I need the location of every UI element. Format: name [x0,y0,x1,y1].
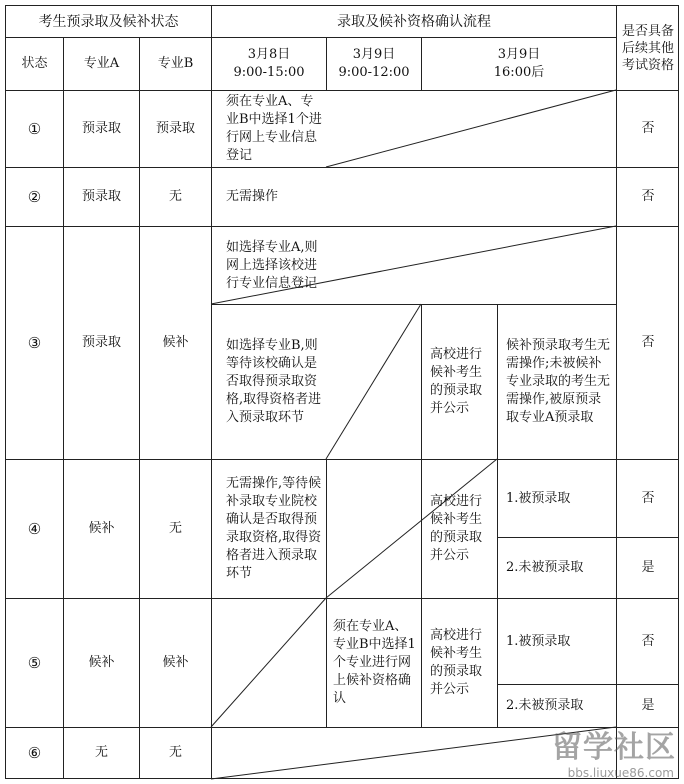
row3-state: ③ [27,334,42,352]
row5-outcome1: 1.被预录取 [506,633,571,649]
watermark-brand: 留学社区 [552,730,676,765]
row1-state: ① [27,120,42,138]
row4-state: ④ [27,520,42,538]
header-date-3: 3月9日 16:00后 [493,47,545,80]
row4-result1: 否 [641,490,655,506]
watermark-logo [520,718,680,782]
row2-major-a: 预录取 [81,189,121,204]
row4-outcome1: 1.被预录取 [506,490,571,506]
row4-major-b: 无 [168,521,182,536]
row5-step2: 高校进行候补考生的预录取并公示 [430,628,483,697]
header-group-status: 考生预录取及候补状态 [38,13,179,30]
row4-step1: 无需操作,等待候补录取专业院校确认是否取得预录取资格,取得资格者进入预录取环节 [226,476,322,581]
row3-major-b: 候补 [162,335,189,350]
row6-major-b: 无 [168,745,182,760]
row5-outcome2: 2.未被预录取 [506,698,584,713]
row5-step-mid: 须在专业A、专业B中选择1个专业进行网上候补资格确认 [333,619,416,706]
row2-step1: 无需操作 [226,189,279,204]
row3-step2: 高校进行候补考生的预录取并公示 [430,347,483,416]
row4-outcome2: 2.未被预录取 [506,560,584,575]
row3-result: 否 [641,335,655,350]
row6-major-a: 无 [94,745,108,760]
row1-major-a: 预录取 [81,121,121,136]
header-exam-eligibility: 是否具备后续其他考试资格 [621,23,674,73]
row3-step1-option-a: 如选择专业A,则网上选择该校进行专业信息登记 [226,239,318,291]
row1-major-b: 预录取 [155,121,195,136]
row3-step1-option-b: 如选择专业B,则等待该校确认是否取得预录取资格,取得资格者进入预录取环节 [226,338,322,425]
row5-major-a: 候补 [88,655,115,670]
row2-major-b: 无 [168,189,182,204]
header-state: 状态 [21,56,48,71]
header-group-process: 录取及候补资格确认流程 [337,13,491,30]
row5-result1: 否 [641,633,655,649]
row4-major-a: 候补 [88,521,115,536]
header-date-1: 3月8日 9:00-15:00 [233,47,305,80]
row6-state: ⑥ [27,744,42,762]
row1-step1: 须在专业A、专业B中选择1个进行网上专业信息登记 [226,94,322,163]
row5-result2: 是 [641,698,655,713]
row4-step2: 高校进行候补考生的预录取并公示 [430,494,483,563]
row3-step3: 候补预录取考生无需操作;未被候补专业录取的考生无需操作,被原预录取专业A预录取 [506,338,611,425]
row1-result: 否 [641,121,655,136]
header-major-b: 专业B [157,56,194,71]
row4-result2: 是 [641,560,655,575]
header-date-2: 3月9日 9:00-12:00 [338,47,410,80]
row5-state: ⑤ [27,654,42,672]
header-major-a: 专业A [83,56,120,71]
row2-result: 否 [641,189,655,204]
row5-major-b: 候补 [162,655,189,670]
row3-major-a: 预录取 [81,335,121,350]
watermark-url: bbs.liuxue86.com [567,766,674,780]
row2-state: ② [27,188,42,206]
